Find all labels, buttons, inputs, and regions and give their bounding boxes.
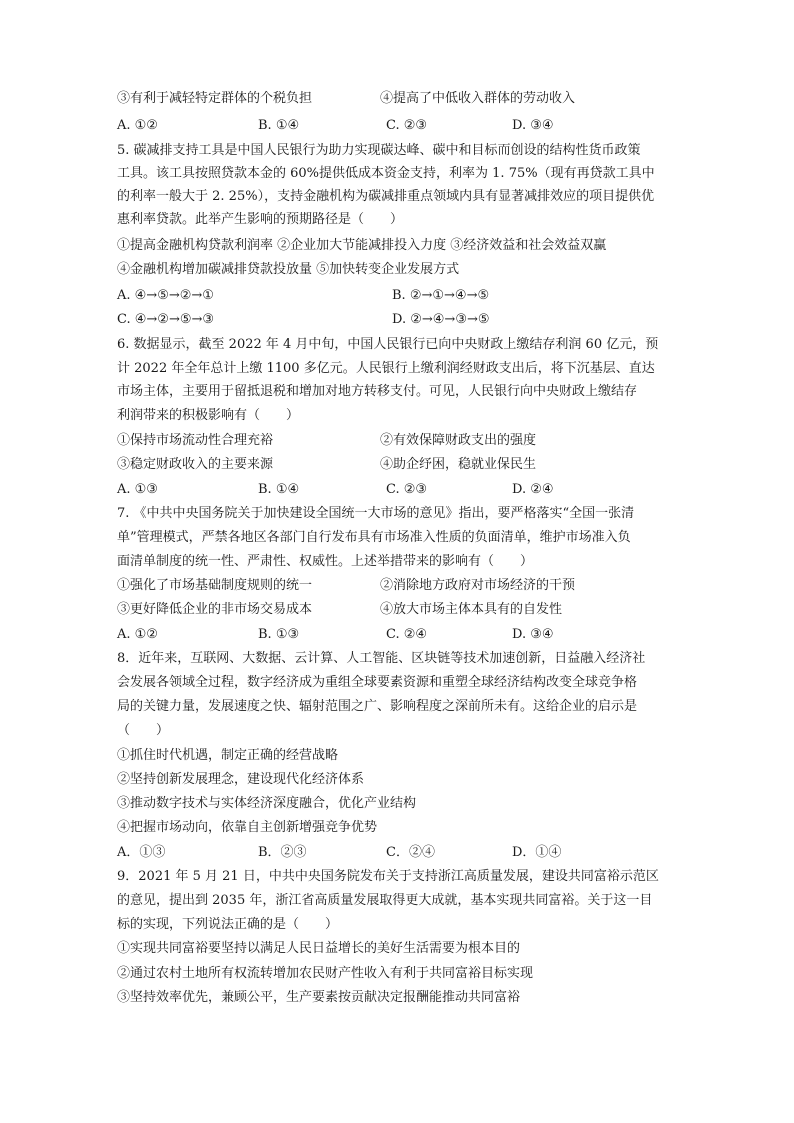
answer-option: B. ①④	[258, 118, 300, 133]
answer-option: C. ②③	[386, 118, 428, 133]
text-line: ③坚持效率优先，兼顾公平，生产要素按贡献决定报酬能推动共同富裕	[117, 990, 521, 1005]
text-line: ④金融机构增加碳减排贷款投放量 ⑤加快转变企业发展方式	[117, 262, 460, 277]
text-line: ①提高金融机构贷款利润率 ②企业加大节能减排投入力度 ③经济效益和社会效益双赢	[117, 238, 607, 253]
answer-option: B．②③	[258, 845, 307, 860]
answer-option: C．②④	[386, 845, 435, 860]
answer-option: A．①③	[117, 845, 166, 860]
text-line: ④把握市场动向，依靠自主创新增强竞争优势	[117, 820, 378, 835]
statement-item: ③稳定财政收入的主要来源	[117, 457, 274, 472]
text-line: 工具。该工具按照贷款本金的 60%提供低成本资金支持，利率为 1. 75%（现有再贷款工具中	[117, 166, 655, 181]
answer-option: A. ①②	[117, 627, 158, 642]
answer-option: B. ①④	[258, 482, 300, 497]
text-line: 9．2021 年 5 月 21 日，中共中央国务院发布关于支持浙江高质量发展，建设共同富裕示范区	[117, 869, 659, 884]
answer-option: A. ④→⑤→②→①	[117, 288, 214, 303]
text-line: 6. 数据显示，截至 2022 年 4 月中旬，中国人民银行已向中央财政上缴结存利润 60 亿元，预	[117, 337, 659, 352]
answer-option: D．①④	[512, 845, 562, 860]
text-line: 面清单制度的统一性、严肃性、权威性。上述举措带来的影响有（ ）	[117, 554, 534, 569]
text-line: ③推动数字技术与实体经济深度融合，优化产业结构	[117, 796, 417, 811]
answer-option: B. ①③	[258, 627, 300, 642]
text-line: （ ）	[117, 723, 170, 738]
statement-item: ①保持市场流动性合理充裕	[117, 433, 274, 448]
text-line: 局的关键力量，发展速度之快、辐射范围之广、影响程度之深前所未有。这给企业的启示是	[117, 699, 638, 714]
text-line: 计 2022 年全年总计上缴 1100 多亿元。人民银行上缴利润经财政支出后，将下沉基层、直达	[117, 361, 655, 376]
text-line: 市场主体，主要用于留抵退税和增加对地方转移支付。可见，人民银行向中央财政上缴结存	[117, 384, 638, 399]
statement-item: ④助企纾困，稳就业保民生	[380, 457, 537, 472]
text-line: 利润带来的积极影响有（ ）	[117, 408, 300, 423]
text-line: 的利率一般大于 2. 25%），支持金融机构为碳减排重点领域内具有显著减排效应的项目提供优	[117, 189, 655, 204]
statement-item: ②有效保障财政支出的强度	[380, 433, 537, 448]
answer-option: D. ②→④→③→⑤	[392, 312, 490, 327]
statement-item: ③更好降低企业的非市场交易成本	[117, 602, 313, 617]
answer-option: D. ③④	[512, 627, 554, 642]
text-line: 的意见，提出到 2035 年，浙江省高质量发展取得更大成就，基本实现共同富裕。关于这一目	[117, 893, 653, 908]
answer-option: B. ②→①→④→⑤	[392, 288, 490, 303]
statement-item: ④放大市场主体本具有的自发性	[380, 602, 563, 617]
text-line: ②通过农村土地所有权流转增加农民财产性收入有利于共同富裕目标实现	[117, 966, 534, 981]
text-line: 会发展各领域全过程，数字经济成为重组全球要素资源和重塑全球经济结构改变全球竞争格	[117, 675, 638, 690]
statement-item: ①强化了市场基础制度规则的统一	[117, 578, 313, 593]
text-line: 5. 碳减排支持工具是中国人民银行为助力实现碳达峰、碳中和目标而创设的结构性货币政策	[117, 143, 641, 158]
statement-item: ④提高了中低收入群体的劳动收入	[380, 91, 576, 106]
text-line: ①实现共同富裕要坚持以满足人民日益增长的美好生活需要为根本目的	[117, 941, 521, 956]
answer-option: C. ④→②→⑤→③	[117, 312, 215, 327]
text-line: 8．近年来，互联网、大数据、云计算、人工智能、区块链等技术加速创新，日益融入经济社	[117, 651, 646, 666]
text-line: 惠利率贷款。此举产生影响的预期路径是（ ）	[117, 212, 404, 227]
text-line: ②坚持创新发展理念，建设现代化经济体系	[117, 772, 365, 787]
statement-item: ②消除地方政府对市场经济的干预	[380, 578, 576, 593]
answer-option: C. ②④	[386, 627, 428, 642]
text-line: ①抓住时代机遇，制定正确的经营战略	[117, 748, 339, 763]
answer-option: D. ②④	[512, 482, 554, 497]
statement-item: ③有利于减轻特定群体的个税负担	[117, 91, 313, 106]
answer-option: A. ①②	[117, 118, 158, 133]
answer-option: C. ②③	[386, 482, 428, 497]
text-line: 标的实现，下列说法正确的是（ ）	[117, 917, 339, 932]
text-line: 单”管理模式，严禁各地区各部门自行发布具有市场准入性质的负面清单，维护市场准入负	[117, 530, 631, 545]
answer-option: A. ①③	[117, 482, 158, 497]
text-line: 7. 《中共中央国务院关于加快建设全国统一大市场的意见》指出，要严格落实“全国一张清	[117, 506, 635, 521]
answer-option: D. ③④	[512, 118, 554, 133]
